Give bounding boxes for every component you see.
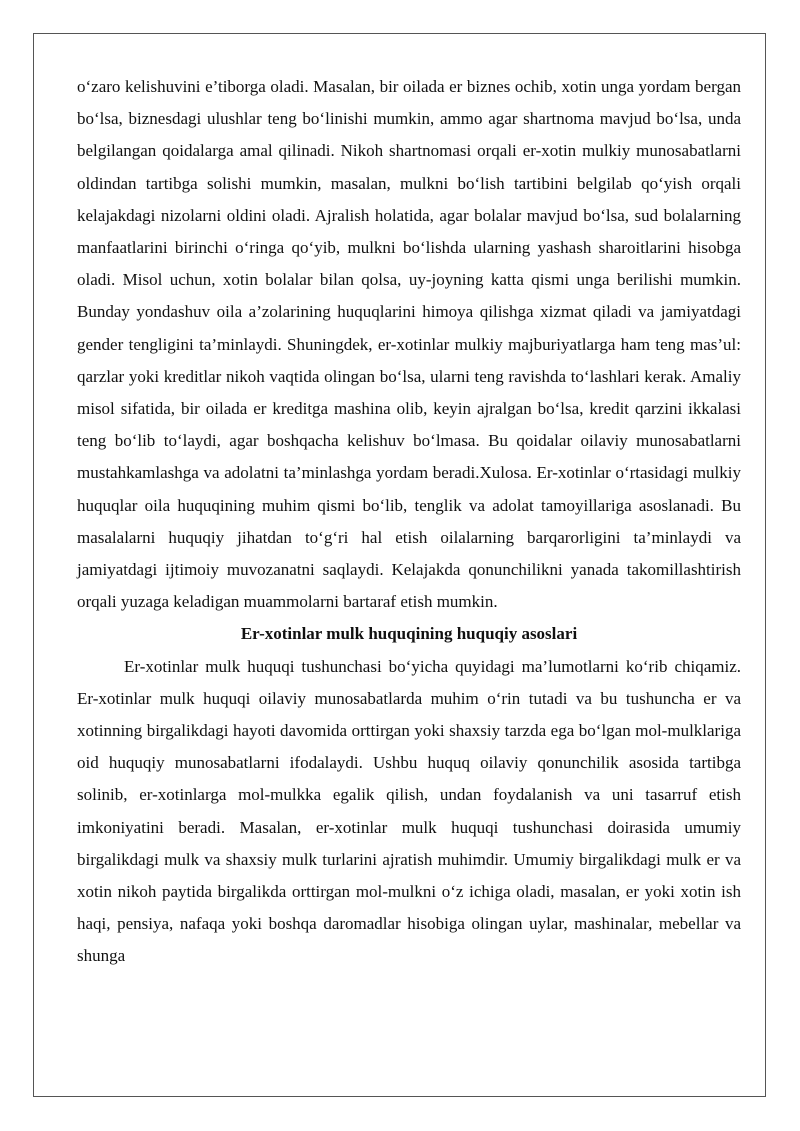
body-paragraph: Er-xotinlar mulk huquqi tushunchasi bo‘yicha quyidagi ma’lumotlarni ko‘rib chiqamiz. Er-xotinlar mulk huquqi oilaviy munosabatlarda muhim o‘rin tutadi va bu tushuncha er va xotinning birgalikdagi hayoti davomida orttirgan yoki shaxsiy tarzda ega bo‘lgan mol-mulklariga oid huquqiy munosabatlarni ifodalaydi. Ushbu huquq oilaviy qonunchilik asosida tartibga solinib, er-xotinlarga mol-mulkka egalik qilish, undan foydalanish va uni tasarruf etish imkoniyatini beradi. Masalan, er-xotinlar mulk huquqi tushunchasi doirasida umumiy birgalikdagi mulk va shaxsiy mulk turlarini ajratish muhimdir. Umumiy birgalikdagi mulk er va xotin nikoh paytida birgalikda orttirgan mol-mulkni o‘z ichiga oladi, masalan, er yoki xotin ish haqi, pensiya, nafaqa yoki boshqa daromadlar hisobiga olingan uylar, mashinalar, mebellar va shunga bbox=[77, 656, 741, 966]
section-heading: Er-xotinlar mulk huquqining huquqiy asoslari bbox=[240, 624, 578, 644]
body-paragraph: o‘zaro kelishuvini e’tiborga oladi. Masalan, bir oilada er biznes ochib, xotin unga yordam bergan bo‘lsa, biznesdagi ulushlar teng bo‘linishi mumkin, ammo agar shartnoma mavjud bo‘lsa, unda belgilangan qoidalarga amal qilinadi. Nikoh shartnomasi orqali er-xotin mulkiy munosabatlarni oldindan tartibga solishi mumkin, masalan, mulkni bo‘lish tartibini belgilab qo‘yish orqali kelajakdagi nizolarni oldini oladi. Ajralish holatida, agar bolalar mavjud bo‘lsa, sud bolalarning manfaatlarini birinchi o‘ringa qo‘yib, mulkni bo‘lishda ularning yashash sharoitlarini hisobga oladi. Misol uchun, xotin bolalar bilan qolsa, uy-joyning katta qismi unga berilishi mumkin. Bunday yondashuv oila a’zolarining huquqlarini himoya qilishga xizmat qiladi va jamiyatdagi gender tengligini ta’minlaydi. Shuningdek, er-xotinlar mulkiy majburiyatlarga ham teng mas’ul: qarzlar yoki kreditlar nikoh vaqtida olingan bo‘lsa, ularni teng ravishda to‘lashlari kerak. Amaliy misol sifatida, bir oilada er kreditga mashina olib, keyin ajralgan bo‘lsa, kredit qarzini ikkalasi teng bo‘lib to‘laydi, agar boshqacha kelishuv bo‘lmasa. Bu qoidalar oilaviy munosabatlarni mustahkamlashga va adolatni ta’minlashga yordam beradi.Xulosa. Er-xotinlar o‘rtasidagi mulkiy huquqlar oila huquqining muhim qismi bo‘lib, tenglik va adolat tamoyillariga asoslanadi. Bu masalalarni huquqiy jihatdan to‘g‘ri hal etish oilalarning barqarorligini ta’minlaydi va jamiyatdagi ijtimoiy muvozanatni saqlaydi. Kelajakda qonunchilikni yanada takomillashtirish orqali yuzaga keladigan muammolarni bartaraf etish mumkin. bbox=[77, 77, 741, 612]
document-body bbox=[77, 71, 741, 973]
